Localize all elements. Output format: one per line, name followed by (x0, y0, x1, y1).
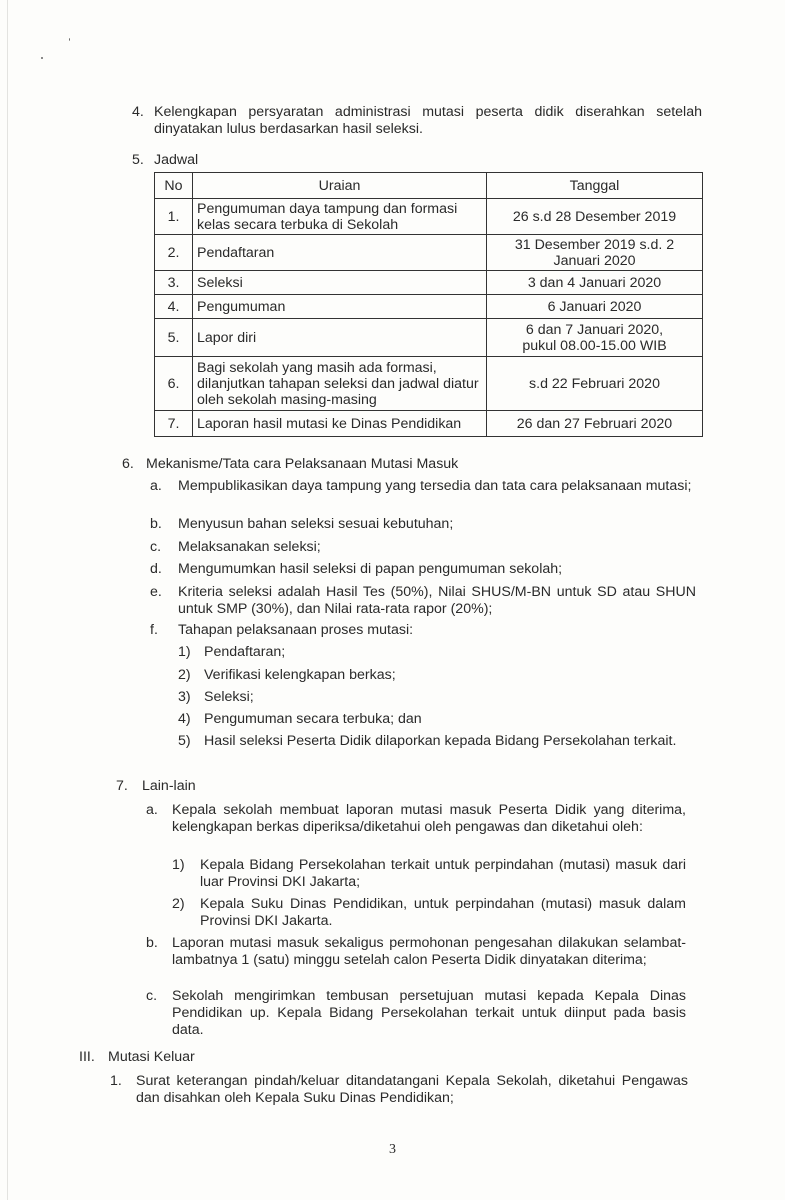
row-tanggal: 6 Januari 2020 (487, 295, 703, 319)
table-header-row (155, 173, 703, 199)
item-7b-label: b. (146, 935, 158, 951)
table-row (155, 357, 703, 411)
step-4-label: 4) (178, 711, 191, 727)
step-1-label: 1) (178, 644, 191, 660)
item-7a-label: a. (146, 802, 158, 818)
header-no: No (155, 173, 193, 199)
schedule-table (154, 172, 703, 437)
item-6-number: 6. (122, 456, 134, 472)
table-row (155, 295, 703, 319)
item-6f-label: f. (150, 622, 158, 638)
item-6b-text: Menyusun bahan seleksi sesuai kebutuhan; (178, 516, 454, 532)
row-tanggal: 26 dan 27 Februari 2020 (487, 411, 703, 437)
scan-speck (69, 38, 70, 41)
item-4-text: Kelengkapan persyaratan administrasi mutasi peserta didik diserahkan setelah dinyatakan lulus berdasarkan hasil seleksi. (154, 104, 702, 137)
row-tanggal: 26 s.d 28 Desember 2019 (487, 199, 703, 235)
item-4-number: 4. (132, 104, 144, 120)
step-1-text: Pendaftaran; (204, 644, 286, 660)
row-no: 1. (155, 199, 193, 235)
item-6-title: Mekanisme/Tata cara Pelaksanaan Mutasi Masuk (146, 456, 459, 472)
step-5-text: Hasil seleksi Peserta Didik dilaporkan kepada Bidang Persekolahan terkait. (204, 733, 677, 749)
item-7a-text: Kepala sekolah membuat laporan mutasi masuk Peserta Didik yang diterima, kelengkapan berkas diperiksa/diketahui oleh pengawas dan diketahui oleh: (172, 802, 686, 835)
step-3-label: 3) (178, 689, 191, 705)
item-6d-label: d. (150, 561, 162, 577)
item-5-title: Jadwal (154, 152, 199, 168)
row-tanggal: s.d 22 Februari 2020 (487, 357, 703, 411)
row-no: 4. (155, 295, 193, 319)
section-3-item-1-text: Surat keterangan pindah/keluar ditandatangani Kepala Sekolah, diketahui Pengawas dan disahkan oleh Kepala Suku Dinas Pendidikan; (136, 1073, 688, 1106)
section-3-title: Mutasi Keluar (108, 1049, 195, 1065)
row-tanggal: 3 dan 4 Januari 2020 (487, 271, 703, 295)
row-no: 2. (155, 235, 193, 271)
row-uraian: Lapor diri (193, 319, 487, 357)
item-7c-label: c. (146, 988, 158, 1004)
row-uraian: Seleksi (193, 271, 487, 295)
section-3-number: III. (79, 1049, 95, 1065)
item-7a-2-text: Kepala Suku Dinas Pendidikan, untuk perpindahan (mutasi) masuk dalam Provinsi DKI Jakarta. (200, 896, 686, 929)
item-6b-label: b. (150, 516, 162, 532)
table-row (155, 411, 703, 437)
header-uraian: Uraian (193, 173, 487, 199)
row-no: 3. (155, 271, 193, 295)
table-row (155, 271, 703, 295)
item-7a-1-label: 1) (172, 857, 185, 873)
item-7a-1-text: Kepala Bidang Persekolahan terkait untuk perpindahan (mutasi) masuk dari luar Provinsi DKI Jakarta; (200, 857, 686, 890)
item-6e-text: Kriteria seleksi adalah Hasil Tes (50%), Nilai SHUS/M-BN untuk SD atau SHUN untuk SMP (30%), dan Nilai rata-rata rapor (20%); (178, 584, 696, 617)
step-2-text: Verifikasi kelengkapan berkas; (204, 667, 396, 683)
row-no: 6. (155, 357, 193, 411)
item-7c-text: Sekolah mengirimkan tembusan persetujuan mutasi kepada Kepala Dinas Pendidikan up. Kepala Bidang Persekolahan terkait untuk diinput pada basis data. (172, 988, 686, 1038)
table-row (155, 319, 703, 357)
item-6c-text: Melaksanakan seleksi; (178, 539, 321, 555)
section-3-item-1-label: 1. (110, 1073, 122, 1089)
header-tanggal: Tanggal (487, 173, 703, 199)
step-5-label: 5) (178, 733, 191, 749)
item-6a-text: Mempublikasikan daya tampung yang tersedia dan tata cara pelaksanaan mutasi; (178, 478, 692, 494)
item-7-title: Lain-lain (142, 778, 196, 794)
row-uraian: Pengumuman (193, 295, 487, 319)
step-3-text: Seleksi; (204, 689, 254, 705)
item-6d-text: Mengumumkan hasil seleksi di papan pengumuman sekolah; (178, 561, 563, 577)
page-number: 3 (389, 1142, 396, 1157)
table-row (155, 199, 703, 235)
scan-edge-line (7, 0, 8, 1200)
row-tanggal: 31 Desember 2019 s.d. 2 Januari 2020 (487, 235, 703, 271)
scan-speck (41, 57, 43, 59)
row-uraian: Pengumuman daya tampung dan formasi kelas secara terbuka di Sekolah (193, 199, 487, 235)
step-2-label: 2) (178, 667, 191, 683)
step-4-text: Pengumuman secara terbuka; dan (204, 711, 422, 727)
row-uraian: Laporan hasil mutasi ke Dinas Pendidikan (193, 411, 487, 437)
table-row (155, 235, 703, 271)
item-5-number: 5. (132, 152, 144, 168)
item-7a-2-label: 2) (172, 896, 185, 912)
item-6c-label: c. (150, 539, 162, 555)
item-7b-text: Laporan mutasi masuk sekaligus permohonan pengesahan dilakukan selambat-lambatnya 1 (satu) minggu setelah calon Peserta Didik dinyatakan diterima; (172, 935, 686, 968)
row-uraian: Bagi sekolah yang masih ada formasi, dilanjutkan tahapan seleksi dan jadwal diatur oleh sekolah masing-masing (193, 357, 487, 411)
row-no: 7. (155, 411, 193, 437)
row-uraian: Pendaftaran (193, 235, 487, 271)
item-6f-text: Tahapan pelaksanaan proses mutasi: (178, 622, 414, 638)
item-6e-label: e. (150, 584, 162, 600)
row-no: 5. (155, 319, 193, 357)
row-tanggal: 6 dan 7 Januari 2020, pukul 08.00-15.00 WIB (487, 319, 703, 357)
item-7-number: 7. (116, 778, 128, 794)
item-6a-label: a. (150, 478, 162, 494)
